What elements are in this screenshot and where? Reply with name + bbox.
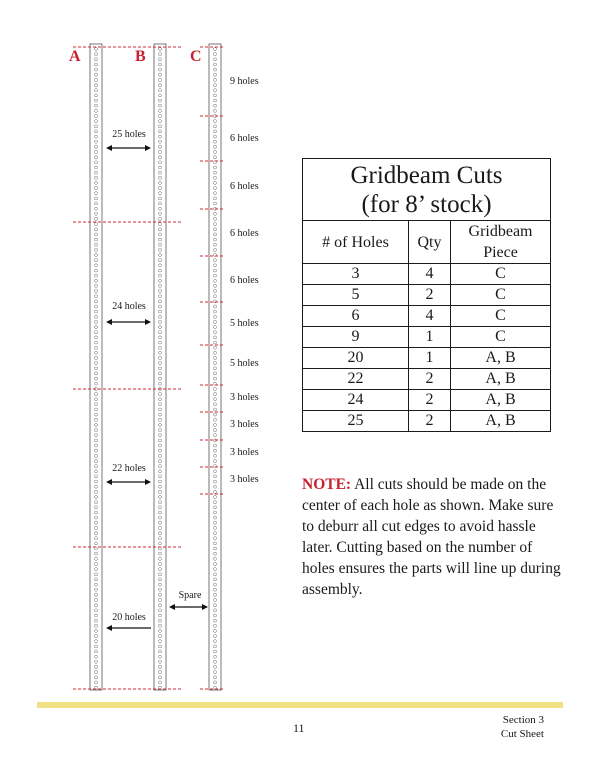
c-segment-label: 3 holes [230, 419, 259, 430]
cell-qty: 2 [409, 411, 451, 432]
cell-qty: 1 [409, 348, 451, 369]
cell-piece: C [451, 327, 551, 348]
cell-holes: 9 [303, 327, 409, 348]
footer-section-title: Section 3 [502, 714, 544, 726]
cell-piece: C [451, 264, 551, 285]
cell-piece: A, B [451, 369, 551, 390]
table-row [303, 264, 551, 285]
c-segment-label: 6 holes [230, 228, 259, 239]
footer-rule [37, 702, 563, 708]
cutting-note [302, 474, 562, 600]
table-row [303, 285, 551, 306]
column-header-holes: # of Holes [303, 221, 409, 264]
cell-piece: A, B [451, 390, 551, 411]
table-row [303, 348, 551, 369]
cell-holes: 22 [303, 369, 409, 390]
c-segment-label: 9 holes [230, 76, 259, 87]
cell-holes: 5 [303, 285, 409, 306]
cell-qty: 2 [409, 369, 451, 390]
cell-holes: 3 [303, 264, 409, 285]
strip-label-b: B [135, 48, 146, 65]
ab-segment-label: 22 holes [112, 463, 146, 474]
cell-holes: 25 [303, 411, 409, 432]
cell-piece: A, B [451, 348, 551, 369]
cut-diagram [0, 0, 290, 700]
table-row [303, 306, 551, 327]
cell-qty: 4 [409, 306, 451, 327]
arrow-head [106, 319, 112, 325]
arrow-head [202, 604, 208, 610]
table-title-line1: Gridbeam Cuts [350, 162, 503, 189]
table-row [303, 369, 551, 390]
note-label: NOTE: [302, 475, 352, 493]
arrow-head [106, 479, 112, 485]
cell-holes: 6 [303, 306, 409, 327]
c-segment-label: 3 holes [230, 447, 259, 458]
c-segment-label: 6 holes [230, 181, 259, 192]
arrow-head [145, 145, 151, 151]
table-row [303, 390, 551, 411]
cell-qty: 2 [409, 285, 451, 306]
arrow-head [106, 625, 112, 631]
table-row [303, 327, 551, 348]
table-title-line2: (for 8’ stock) [361, 191, 492, 218]
c-segment-label: 3 holes [230, 392, 259, 403]
cell-piece: C [451, 285, 551, 306]
ab-segment-label: 24 holes [112, 301, 146, 312]
spare-label: Spare [178, 590, 202, 601]
arrow-head [169, 604, 175, 610]
cell-holes: 24 [303, 390, 409, 411]
gridbeam-cuts-table [302, 158, 551, 432]
column-header-piece: Gridbeam Piece [451, 221, 551, 264]
ab-segment-label: 20 holes [112, 612, 146, 623]
footer-section [501, 713, 544, 741]
cell-qty: 2 [409, 390, 451, 411]
c-segment-label: 5 holes [230, 358, 259, 369]
strip-label-a: A [69, 48, 81, 65]
arrow-head [145, 319, 151, 325]
arrow-head [106, 145, 112, 151]
footer-section-subtitle: Cut Sheet [500, 728, 544, 740]
c-segment-label: 6 holes [230, 275, 259, 286]
cell-qty: 1 [409, 327, 451, 348]
c-segment-label: 6 holes [230, 133, 259, 144]
arrow-head [145, 479, 151, 485]
c-segment-label: 3 holes [230, 474, 259, 485]
cell-piece: A, B [451, 411, 551, 432]
cell-holes: 20 [303, 348, 409, 369]
column-header-qty: Qty [409, 221, 451, 264]
ab-segment-label: 25 holes [112, 129, 146, 140]
page-number: 11 [293, 721, 305, 735]
c-segment-label: 5 holes [230, 318, 259, 329]
cell-qty: 4 [409, 264, 451, 285]
note-text: All cuts should be made on the center of each hole as shown. Make sure to deburr all cut edges to avoid hassle later. Cutting based on the number of holes ensures the parts will line up during assembly. [302, 475, 561, 598]
cell-piece: C [451, 306, 551, 327]
table-title [303, 159, 551, 221]
strip-label-c: C [190, 48, 202, 65]
table-row [303, 411, 551, 432]
